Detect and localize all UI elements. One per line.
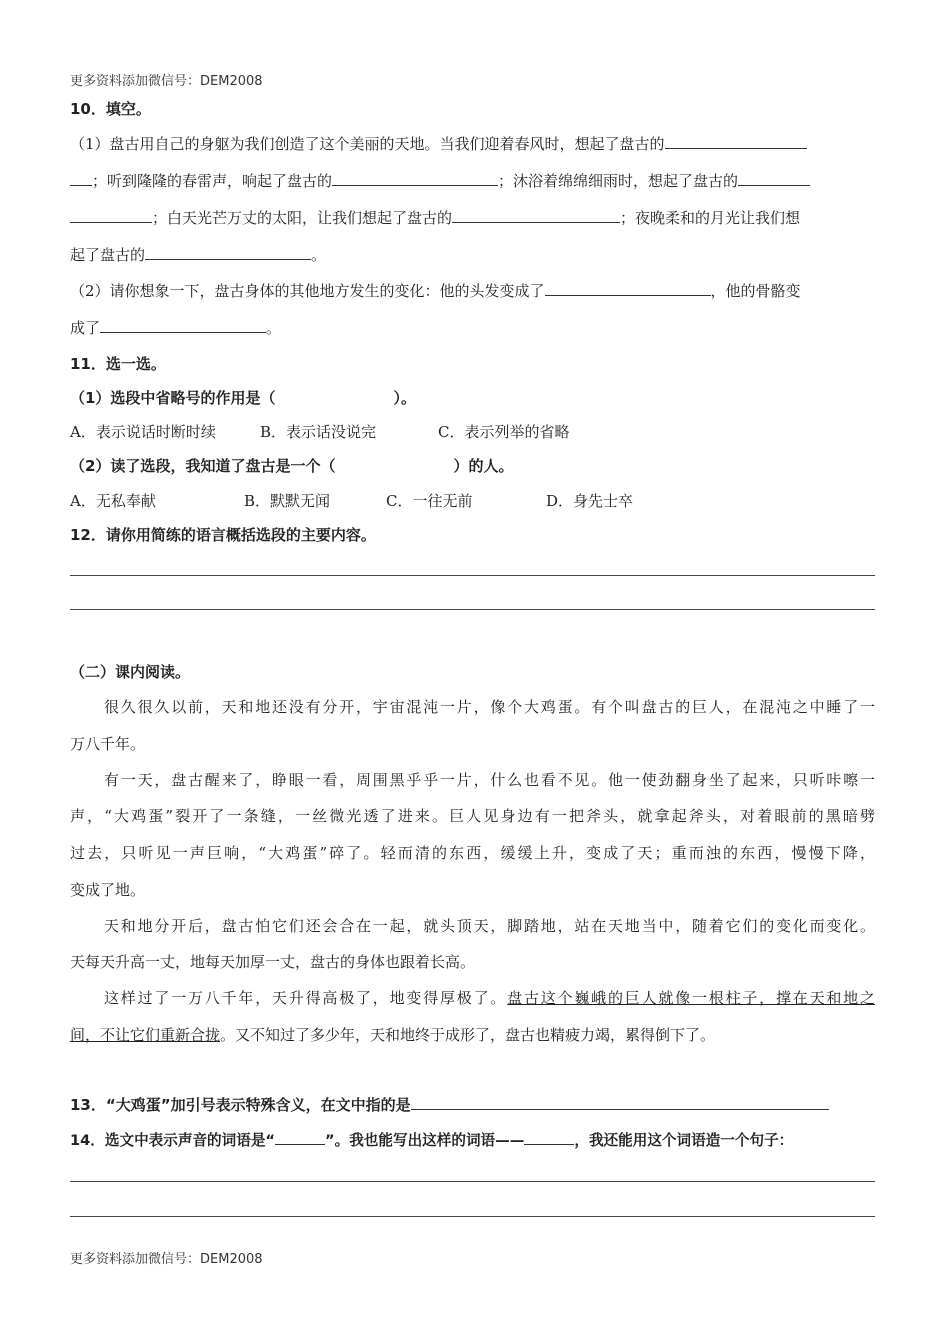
passage-p4-line1: 这样过了一万八千年，天升得高极了，地变得厚极了。盘古这个巍峨的巨人就像一根柱子，撑在天和地之 [104, 989, 875, 1007]
q11-sub2-options [70, 491, 875, 511]
answer-blank[interactable] [738, 171, 810, 186]
header-note: 更多资料添加微信号：DEM2008 [70, 74, 263, 89]
option-a[interactable]: A．无私奉献 [70, 492, 156, 510]
option-a[interactable]: A．表示说话时断时续 [70, 423, 216, 441]
passage-p4-line2: 间，不让它们重新合拢。又不知过了多少年，天和地终于成形了，盘古也精疲力竭，累得倒下了。 [70, 1026, 716, 1044]
answer-blank[interactable] [70, 208, 152, 223]
answer-line[interactable] [70, 1181, 875, 1182]
section-title: （二）课内阅读。 [70, 663, 191, 681]
passage-p2-line1: 有一天，盘古醒来了，睁眼一看，周围黑乎乎一片，什么也看不见。他一使劲翻身坐了起来，只听咔嚓一 [104, 771, 875, 789]
q10-part2-line2: 成了 。 [70, 319, 282, 337]
q14-title: 14．选文中表示声音的词语是“ ”。我也能写出这样的词语—— ，我还能用这个词语造一个句子： [70, 1132, 794, 1149]
footer-note: 更多资料添加微信号：DEM2008 [70, 1252, 263, 1267]
answer-blank[interactable] [275, 1130, 325, 1145]
q13-title: 13．“大鸡蛋”加引号表示特殊含义，在文中指的是 [70, 1095, 875, 1115]
option-c[interactable]: C．一往无前 [386, 492, 473, 510]
answer-blank[interactable] [411, 1095, 829, 1110]
passage-p2-line2: 声，“大鸡蛋”裂开了一条缝，一丝微光透了进来。巨人见身边有一把斧头，就拿起斧头，对着眼前的黑暗劈 [70, 807, 875, 825]
answer-line[interactable] [70, 609, 875, 610]
q10-part2-line1: （2）请你想象一下，盘古身体的其他地方发生的变化：他的头发变成了 ，他的骨骼变 [70, 282, 801, 300]
answer-blank[interactable] [665, 134, 807, 149]
option-b[interactable]: B．默默无闻 [244, 492, 331, 510]
answer-blank[interactable] [545, 281, 711, 296]
answer-blank[interactable] [452, 208, 620, 223]
q10-part1-line1: （1）盘古用自己的身躯为我们创造了这个美丽的天地。当我们迎着春风时，想起了盘古的 [70, 134, 875, 154]
answer-blank[interactable] [524, 1130, 574, 1145]
option-d[interactable]: D．身先士卒 [546, 492, 634, 510]
passage-p3-line2: 天每天升高一丈，地每天加厚一丈，盘古的身体也跟着长高。 [70, 953, 476, 971]
answer-blank[interactable] [100, 318, 266, 333]
answer-line[interactable] [70, 1216, 875, 1217]
passage-p2-line3: 过去，只听见一声巨响，“大鸡蛋”碎了。轻而清的东西，缓缓上升，变成了天；重而浊的东西，慢慢下降， [70, 844, 875, 862]
passage-p1-line2: 万八千年。 [70, 735, 146, 753]
q10-part1-line2: ；听到隆隆的春雷声，响起了盘古的 ；沐浴着绵绵细雨时，想起了盘古的 [70, 171, 875, 191]
answer-blank[interactable] [332, 171, 498, 186]
passage-p3-line1: 天和地分开后，盘古怕它们还会合在一起，就头顶天，脚踏地，站在天地当中，随着它们的变化而变化。 [104, 917, 875, 935]
option-b[interactable]: B．表示话没说完 [260, 423, 377, 441]
option-c[interactable]: C．表示列举的省略 [438, 423, 570, 441]
q11-sub2: （2）读了选段，我知道了盘古是一个（ ）的人。 [70, 457, 514, 475]
q11-sub1-options [70, 422, 875, 442]
passage-p1-line1: 很久很久以前，天和地还没有分开，宇宙混沌一片，像个大鸡蛋。有个叫盘古的巨人，在混沌之中睡了一 [104, 698, 875, 716]
answer-blank[interactable] [145, 245, 311, 260]
passage-p2-line4: 变成了地。 [70, 881, 146, 899]
underlined-sentence: 间，不让它们重新合拢 [70, 1026, 221, 1044]
q12-title: 12．请你用简练的语言概括选段的主要内容。 [70, 526, 376, 544]
q10-part1-line4: 起了盘古的 。 [70, 246, 327, 264]
answer-blank[interactable] [70, 171, 92, 186]
q11-sub1: （1）选段中省略号的作用是（ ）。 [70, 389, 416, 407]
underlined-sentence: 盘古这个巍峨的巨人就像一根柱子，撑在天和地之 [507, 989, 875, 1007]
q10-title: 10．填空。 [70, 100, 151, 118]
q11-title: 11．选一选。 [70, 355, 166, 373]
q10-part1-line3: ；白天光芒万丈的太阳，让我们想起了盘古的 ；夜晚柔和的月光让我们想 [70, 208, 875, 228]
answer-line[interactable] [70, 575, 875, 576]
